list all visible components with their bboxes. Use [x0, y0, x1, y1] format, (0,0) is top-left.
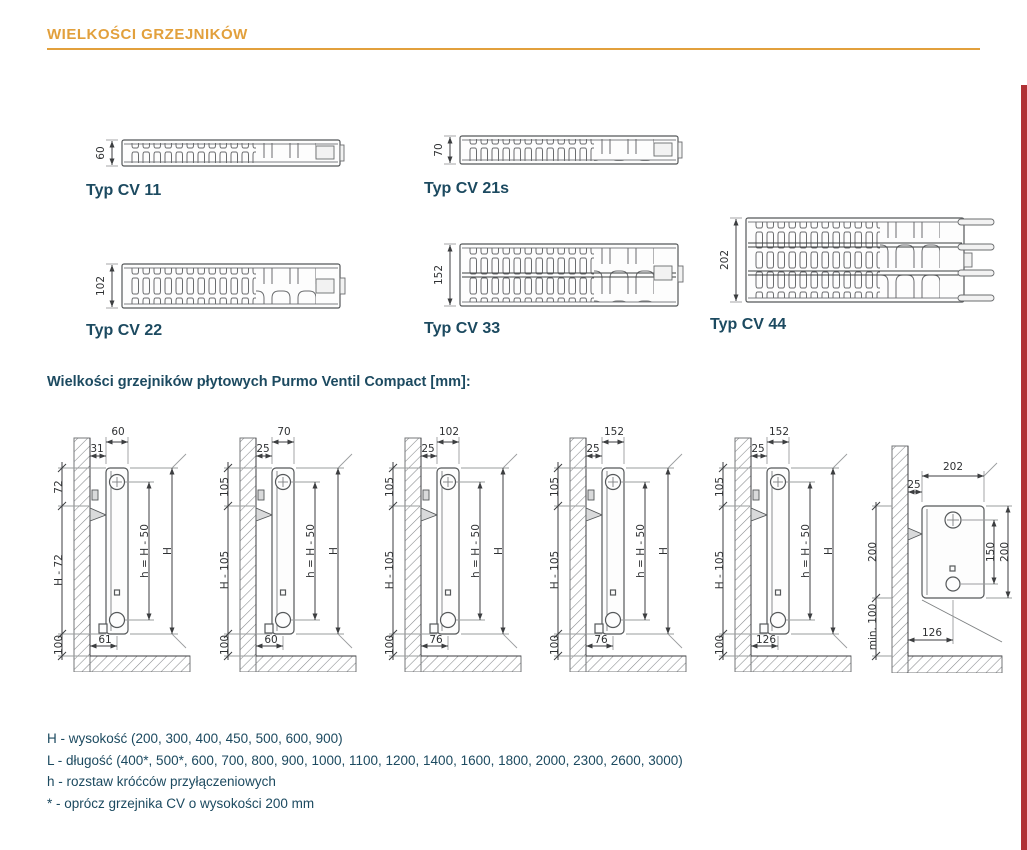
page-title: WIELKOŚCI GRZEJNIKÓW	[47, 26, 248, 43]
dimension-label: H	[658, 547, 670, 555]
dimension-label: 105	[549, 476, 561, 498]
dimension-label: 152	[433, 264, 445, 286]
type-label-cv21s: Typ CV 21s	[424, 180, 510, 197]
dimension-label: 61	[98, 634, 112, 646]
dimension-label: 152	[603, 426, 625, 438]
cv33-cross-section-drawing	[424, 236, 684, 314]
dimension-label: 60	[264, 634, 278, 646]
dimension-label: 76	[429, 634, 443, 646]
legend-line-footnote: * - oprócz grzejnika CV o wysokości 200 mm	[47, 795, 315, 811]
cv11-cross-section-drawing	[86, 130, 346, 176]
dimension-label: 150	[985, 541, 997, 563]
dimension-label: 200	[999, 541, 1011, 563]
dimension-label: 202	[942, 461, 964, 473]
dimension-label: 100	[549, 634, 561, 656]
side-diagram-cv11	[52, 424, 212, 672]
dimension-label: 100	[219, 634, 231, 656]
cv44-cross-section-drawing	[710, 210, 1000, 310]
side-view-drawing	[218, 424, 378, 672]
legend-line-length: L - długość (400*, 500*, 600, 700, 800, 900, 1000, 1100, 1200, 1400, 1600, 1800, 2000, 2300, 2600, 3000)	[47, 752, 683, 768]
legend	[47, 731, 683, 817]
type-label-cv44: Typ CV 44	[710, 316, 787, 333]
dimension-label: 72	[53, 480, 65, 494]
detail-drawing	[864, 428, 1016, 673]
side-diagram-cv22	[383, 424, 543, 672]
dimension-label: 100	[714, 634, 726, 656]
dimension-label: H - 105	[714, 550, 726, 590]
dimension-label: 126	[921, 627, 943, 639]
dimension-label: 102	[95, 275, 107, 297]
legend-line-ports: h - rozstaw króćców przyłączeniowych	[47, 774, 276, 789]
dimension-label: 152	[768, 426, 790, 438]
dimension-label: 25	[421, 443, 435, 455]
dimension-label: H - 72	[53, 554, 65, 586]
dimension-label: 100	[384, 634, 396, 656]
dimension-label: 202	[719, 249, 731, 271]
dimension-label: 60	[95, 146, 107, 160]
dimension-label: 200	[867, 541, 879, 563]
dimension-label: h = H - 50	[305, 524, 317, 578]
page-edge-accent	[1021, 85, 1027, 850]
dimension-label: 105	[714, 476, 726, 498]
dimension-label: h = H - 50	[800, 524, 812, 578]
dimension-label: h = H - 50	[470, 524, 482, 578]
side-view-drawing	[383, 424, 543, 672]
dimension-label: 31	[90, 443, 104, 455]
dimension-label: 25	[256, 443, 270, 455]
dimension-label: 102	[438, 426, 460, 438]
cross-section-cv44	[710, 210, 1000, 334]
dimension-label: 105	[219, 476, 231, 498]
dimension-label: 76	[594, 634, 608, 646]
side-diagram-cv33	[548, 424, 708, 672]
type-label-cv22: Typ CV 22	[86, 322, 163, 339]
cross-section-cv21s	[424, 126, 684, 198]
type-label-cv11: Typ CV 11	[86, 182, 162, 199]
dimension-label: 25	[751, 443, 765, 455]
cross-section-cv33	[424, 236, 684, 338]
side-view-drawing	[52, 424, 212, 672]
dimension-label: H	[493, 547, 505, 555]
cv22-cross-section-drawing	[86, 256, 346, 316]
dimension-label: H	[162, 547, 174, 555]
dimension-label: H - 105	[384, 550, 396, 590]
type-label-cv33: Typ CV 33	[424, 320, 501, 337]
dimension-label: H	[823, 547, 835, 555]
title-underline	[47, 48, 980, 50]
side-diagram-cv44	[713, 424, 873, 672]
dimension-label: 25	[586, 443, 600, 455]
dimension-label: h = H - 50	[139, 524, 151, 578]
dimension-label: H	[328, 547, 340, 555]
section-subtitle: Wielkości grzejników płytowych Purmo Ventil Compact [mm]:	[47, 374, 471, 390]
cv21s-cross-section-drawing	[424, 126, 684, 174]
dimension-label: 70	[433, 143, 445, 157]
dimension-label: min. 100	[867, 603, 879, 651]
dimension-label: 126	[755, 634, 777, 646]
dimension-label: 60	[111, 426, 125, 438]
cross-section-cv11	[86, 130, 346, 200]
legend-line-height: H - wysokość (200, 300, 400, 450, 500, 600, 900)	[47, 731, 343, 746]
cross-section-cv22	[86, 256, 346, 340]
dimension-label: H - 105	[219, 550, 231, 590]
dimension-label: 70	[277, 426, 291, 438]
dimension-label: 105	[384, 476, 396, 498]
dimension-label: H - 105	[549, 550, 561, 590]
side-view-drawing	[713, 424, 873, 672]
side-view-drawing	[548, 424, 708, 672]
dimension-label: 25	[907, 479, 921, 491]
side-diagram-cv21s	[218, 424, 378, 672]
dimension-label: h = H - 50	[635, 524, 647, 578]
detail-diagram-cv44-h200	[864, 428, 1016, 673]
dimension-label: 100	[53, 634, 65, 656]
